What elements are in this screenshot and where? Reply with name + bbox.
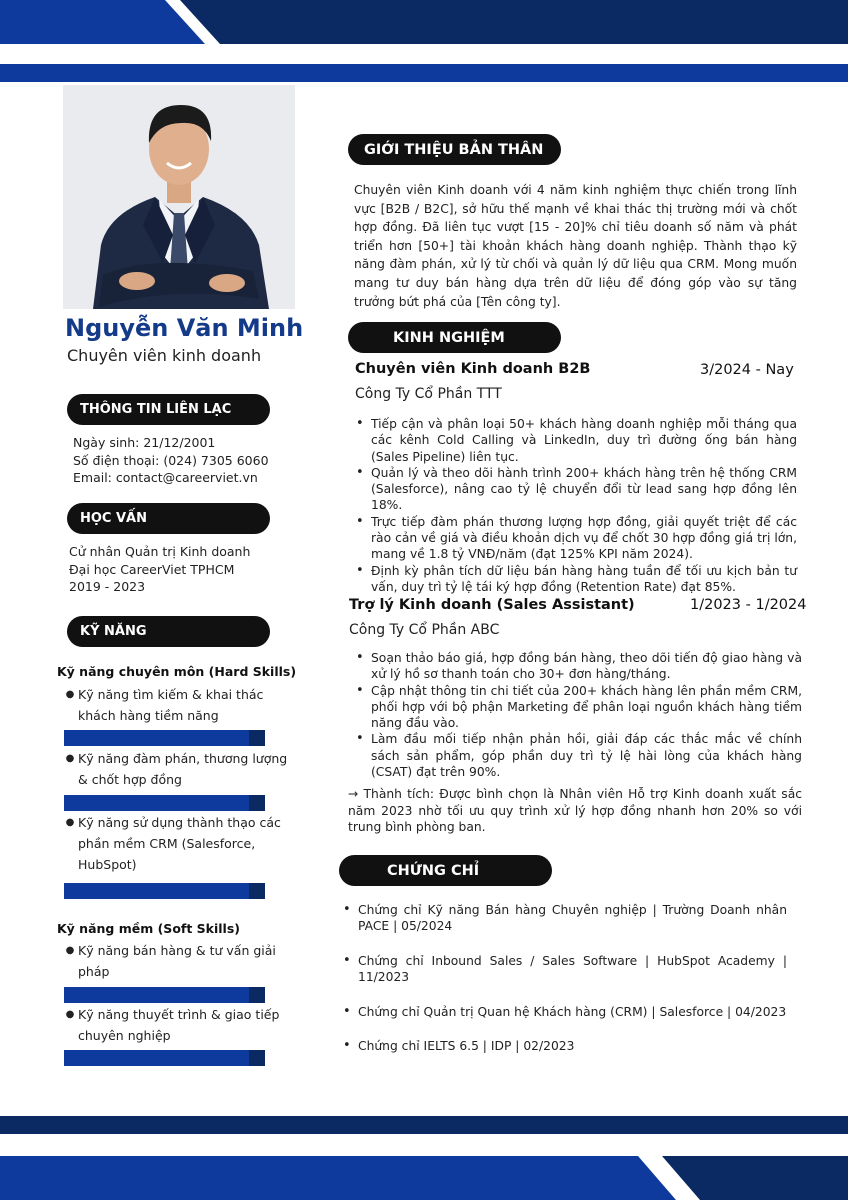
skill-text: & chốt hợp đồng (78, 772, 182, 787)
header-decoration (0, 0, 848, 90)
skill-level-bar-end (249, 883, 265, 899)
job-company: Công Ty Cổ Phần TTT (355, 386, 502, 402)
skill-text: Kỹ năng bán hàng & tư vấn giải (78, 943, 276, 958)
education-degree: Cử nhân Quản trị Kinh doanh (69, 544, 251, 559)
skill-level-bar (64, 883, 265, 899)
contact-info (73, 434, 269, 487)
candidate-name: Nguyễn Văn Minh (65, 314, 304, 342)
skill-level-bar (64, 795, 265, 811)
skills-heading: KỸ NĂNG (67, 616, 270, 647)
skill-text: Kỹ năng thuyết trình & giao tiếp (78, 1007, 280, 1022)
skill-level-bar (64, 987, 265, 1003)
certificate-item: • Chứng chỉ Quản trị Quan hệ Khách hàng (CRM) | Salesforce | 04/2023 (341, 1004, 787, 1020)
about-heading: GIỚI THIỆU BẢN THÂN (348, 134, 561, 165)
skill-level-bar (64, 1050, 265, 1066)
job-date: 1/2023 - 1/2024 (690, 597, 807, 613)
certificates-heading: CHỨNG CHỈ (339, 855, 552, 886)
hard-skill-item: ● Kỹ năng sử dụng thành thạo các phần mềm CRM (Salesforce, HubSpot) (62, 812, 292, 875)
skill-level-bar-end (249, 795, 265, 811)
certificate-item: • Chứng chỉ Kỹ năng Bán hàng Chuyên nghiệp | Trường Doanh nhân PACE | 05/2024 (341, 902, 787, 935)
contact-phone: Số điện thoại: (024) 7305 6060 (73, 452, 269, 468)
job-bullets (354, 650, 802, 780)
certificate-item: • Chứng chỉ IELTS 6.5 | IDP | 02/2023 (341, 1038, 787, 1054)
job-achievement: → Thành tích: Được bình chọn là Nhân viên Hỗ trợ Kinh doanh xuất sắc năm 2023 nhờ tối ưu quy trình xử lý hợp đồng nhanh hơn 20% so với trung bình phòng ban. (348, 787, 802, 834)
skill-level-bar-end (249, 1050, 265, 1066)
education-info (69, 543, 250, 596)
job-company: Công Ty Cổ Phần ABC (349, 622, 500, 638)
contact-email: Email: contact@careerviet.vn (73, 470, 258, 485)
job-bullet: • Làm đầu mối tiếp nhận phản hồi, giải đáp các thắc mắc về chính sách sản phẩm, góp phần duy trì tỷ lệ hài lòng của khách hàng (CSAT) đạt trên 90%. (354, 731, 802, 780)
skill-text: phần mềm CRM (Salesforce, (78, 836, 256, 851)
hard-skills-heading: Kỹ năng chuyên môn (Hard Skills) (57, 664, 297, 679)
contact-dob: Ngày sinh: 21/12/2001 (73, 435, 216, 450)
hard-skill-item: ● Kỹ năng đàm phán, thương lượng & chốt hợp đồng (62, 748, 292, 790)
education-heading: HỌC VẤN (67, 503, 270, 534)
skill-text: Kỹ năng sử dụng thành thạo các (78, 815, 281, 830)
skill-level-bar-end (249, 730, 265, 746)
job-bullets (354, 416, 797, 595)
profile-photo (63, 85, 295, 309)
skill-text: HubSpot) (78, 857, 137, 872)
education-years: 2019 - 2023 (69, 579, 146, 594)
job-bullet: • Cập nhật thông tin chi tiết của 200+ khách hàng lên phần mềm CRM, phối hợp với bộ phận Marketing để phân loại nguồn khách hàng tiềm năng đầu vào. (354, 683, 802, 732)
job-bullet: • Định kỳ phân tích dữ liệu bán hàng hàng tuần để tối ưu kịch bản tư vấn, duy trì tỷ lệ tái ký hợp đồng (Retention Rate) đạt 85%. (354, 563, 797, 596)
footer-decoration (0, 1110, 848, 1200)
job-bullet: • Tiếp cận và phân loại 50+ khách hàng doanh nghiệp mỗi tháng qua các kênh Cold Calling và LinkedIn, duy trì đường ống bán hàng (Sales Pipeline) liên tục. (354, 416, 797, 465)
skill-level-bar-end (249, 987, 265, 1003)
skill-text: pháp (78, 964, 110, 979)
contact-heading: THÔNG TIN LIÊN LẠC (67, 394, 270, 425)
job-bullet: • Trực tiếp đàm phán thương lượng hợp đồng, giải quyết triệt để các rào cản về giá và điều khoản dịch vụ để chốt 30 hợp đồng giá trị lớn, mang về 1.8 tỷ VNĐ/năm (đạt 125% KPI năm 2024). (354, 514, 797, 563)
skill-level-bar (64, 730, 265, 746)
soft-skill-item: ● Kỹ năng bán hàng & tư vấn giải pháp (62, 940, 292, 982)
job-bullet: • Soạn thảo báo giá, hợp đồng bán hàng, theo dõi tiến độ giao hàng và xử lý hồ sơ thanh toán cho 30+ đơn hàng/tháng. (354, 650, 802, 683)
job-date: 3/2024 - Nay (700, 362, 794, 378)
job-bullet: • Quản lý và theo dõi hành trình 200+ khách hàng trên hệ thống CRM (Salesforce), nâng cao tỷ lệ chuyển đổi từ lead sang hợp đồng lên 18%. (354, 465, 797, 514)
skill-text: Kỹ năng đàm phán, thương lượng (78, 751, 288, 766)
certificate-list (341, 902, 787, 1055)
education-school: Đại học CareerViet TPHCM (69, 561, 235, 577)
skill-text: Kỹ năng tìm kiếm & khai thác (78, 687, 264, 702)
about-text: Chuyên viên Kinh doanh với 4 năm kinh nghiệm thực chiến trong lĩnh vực [B2B / B2C], sở hữu thế mạnh về khai thác thị trường mới và chốt hợp đồng. Đã liên tục vượt [15 - 20]% chỉ tiêu doanh số năm và phát triển hơn [50+] tài khoản khách hàng doanh nghiệp. Thành thạo kỹ năng đàm phán, xử lý từ chối và quản lý dữ liệu qua CRM. Mong muốn mang tư duy bán hàng dựa trên dữ liệu để đóng góp vào sự tăng trưởng bứt phá của [Tên công ty]. (354, 183, 797, 309)
certificate-item: • Chứng chỉ Inbound Sales / Sales Software | HubSpot Academy | 11/2023 (341, 953, 787, 986)
skill-text: chuyên nghiệp (78, 1028, 171, 1043)
soft-skill-item: ● Kỹ năng thuyết trình & giao tiếp chuyên nghiệp (62, 1004, 292, 1046)
candidate-job-title: Chuyên viên kinh doanh (67, 346, 262, 365)
job-title: Chuyên viên Kinh doanh B2B (355, 361, 591, 377)
job-title: Trợ lý Kinh doanh (Sales Assistant) (349, 597, 635, 613)
skill-text: khách hàng tiềm năng (78, 708, 219, 723)
hard-skill-item: ● Kỹ năng tìm kiếm & khai thác khách hàng tiềm năng (62, 684, 292, 726)
experience-heading: KINH NGHIỆM (348, 322, 561, 353)
soft-skills-heading: Kỹ năng mềm (Soft Skills) (57, 921, 240, 936)
